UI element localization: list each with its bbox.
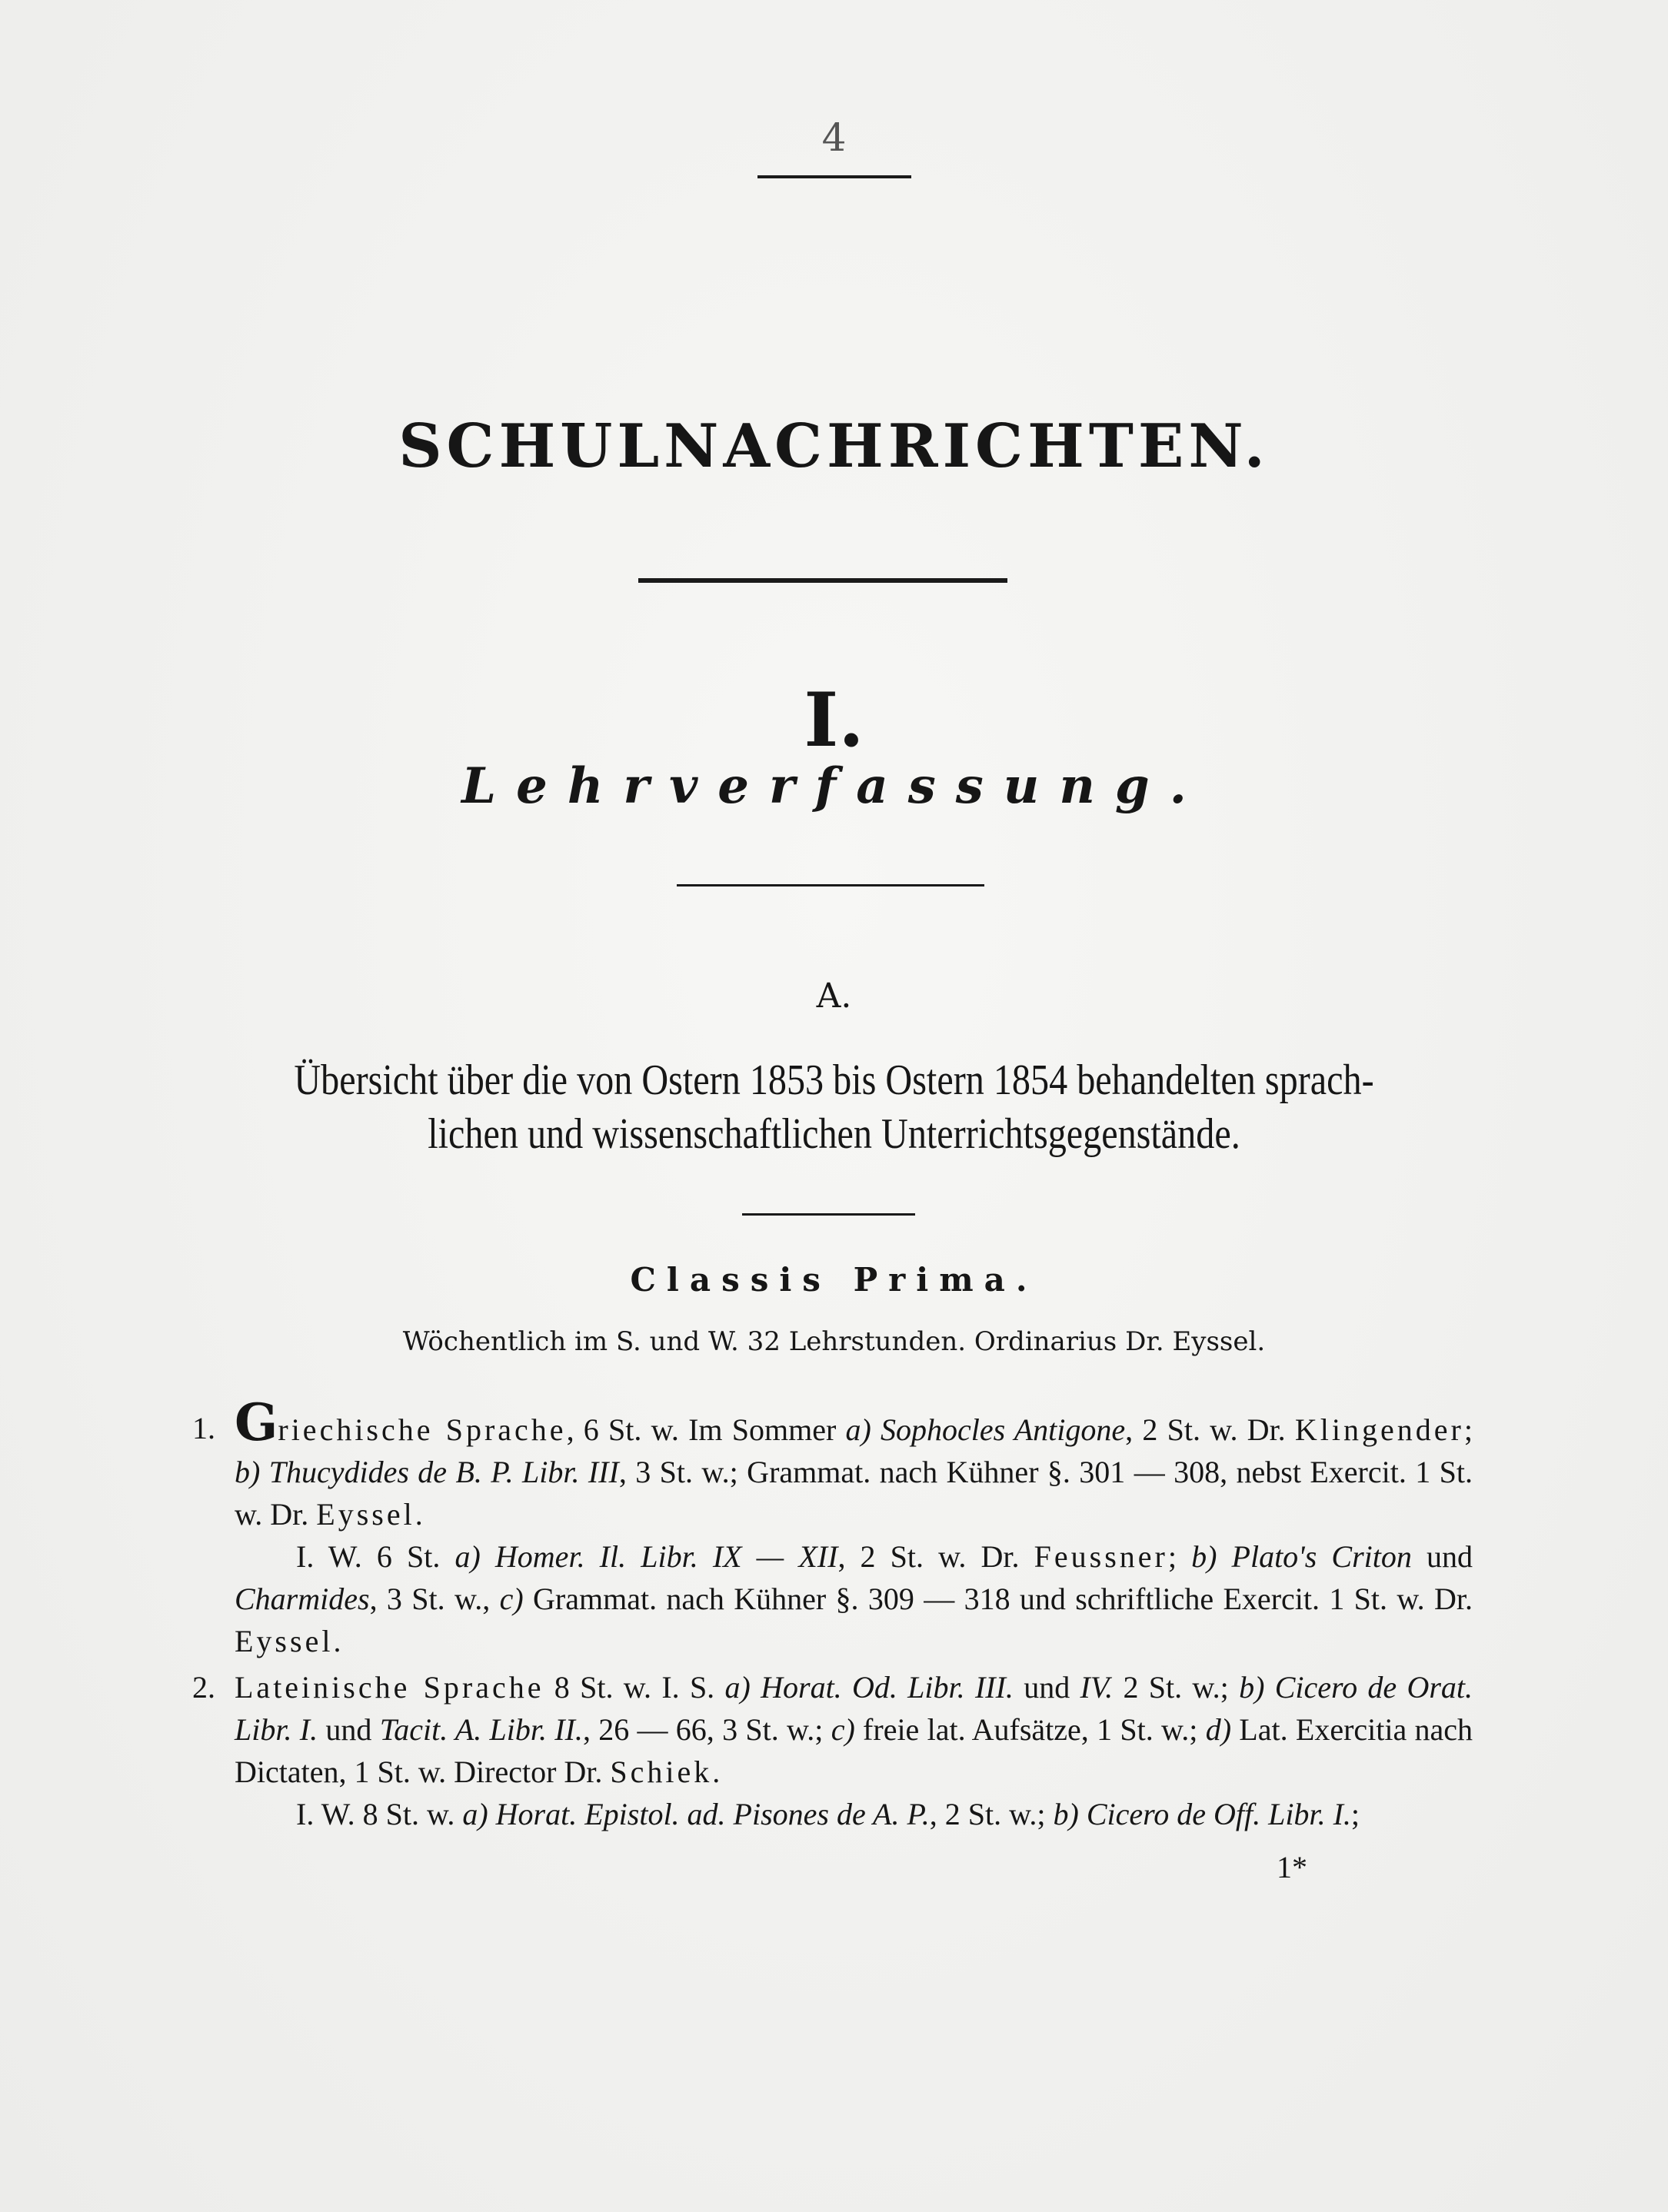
subject-name: Lateinische Sprache xyxy=(235,1670,544,1705)
section-rule xyxy=(677,884,984,886)
text-run: , 3 St. w.; Grammat. nach Kühner §. 301 — 308, nebst Exercit. 1 St. w. Dr. xyxy=(235,1455,1473,1532)
text-run: , 26 — 66, 3 St. w.; xyxy=(582,1712,831,1747)
text-run: und xyxy=(318,1712,380,1747)
signature-mark: 1* xyxy=(1277,1850,1307,1884)
text-run: Grammat. nach Kühner §. 309 — 318 und schriftliche Exercit. 1 St. w. Dr. xyxy=(523,1582,1473,1616)
teacher-name: Schiek xyxy=(610,1755,713,1789)
list-item xyxy=(192,1666,1473,1835)
drop-cap: G xyxy=(235,1392,278,1452)
item-paragraph xyxy=(235,1392,1473,1535)
item-paragraph xyxy=(235,1535,1473,1662)
text-run: , 2 St. w. Dr. xyxy=(1125,1412,1295,1447)
heading-line-1: Übersicht über die von Ostern 1853 bis Ostern 1854 behandelten sprach- xyxy=(294,1056,1374,1104)
list-item xyxy=(192,1392,1473,1662)
text-run: b) Plato's Criton xyxy=(1191,1539,1412,1574)
text-run: . xyxy=(712,1755,721,1789)
teacher-name: Eyssel xyxy=(235,1624,334,1658)
text-run: ; xyxy=(1167,1539,1192,1574)
title-rule xyxy=(638,578,1007,583)
text-run: 2 St. w.; xyxy=(1113,1670,1240,1705)
text-run: und xyxy=(1411,1539,1473,1574)
teacher-name: Klingender xyxy=(1294,1412,1464,1447)
text-run: b) Thucydides de B. P. Libr. III xyxy=(235,1455,619,1489)
text-run: I. W. 8 St. w. xyxy=(296,1797,463,1831)
text-run: freie lat. Aufsätze, 1 St. w.; xyxy=(854,1712,1206,1747)
text-run: , 3 St. w., xyxy=(369,1582,500,1616)
heading-rule xyxy=(742,1213,915,1216)
text-run: ; xyxy=(1350,1797,1360,1831)
text-run: Tacit. A. Libr. II. xyxy=(379,1712,583,1747)
text-run: 8 St. w. I. S. xyxy=(544,1670,725,1705)
text-run: d) xyxy=(1205,1712,1232,1747)
class-heading: Classis Prima. xyxy=(630,1261,1038,1299)
text-run: Charmides xyxy=(235,1582,370,1616)
text-run: und xyxy=(1013,1670,1080,1705)
text-run: a) Sophocles Antigone xyxy=(845,1412,1126,1447)
item-paragraph xyxy=(235,1666,1473,1793)
text-run: . xyxy=(415,1497,423,1532)
item-number: 1. xyxy=(192,1411,215,1445)
text-run: a) Horat. Od. Libr. III. xyxy=(724,1670,1014,1705)
teacher-name: Feussner xyxy=(1034,1539,1168,1574)
text-run: , 2 St. w. Dr. xyxy=(837,1539,1034,1574)
subsection-letter: A. xyxy=(816,976,852,1016)
overview-heading xyxy=(117,1053,1551,1161)
curriculum-list xyxy=(192,1392,1473,1839)
text-run: b) Cicero de Orat. Libr. I. xyxy=(235,1670,1473,1747)
text-run: I. W. 6 St. xyxy=(296,1539,455,1574)
text-run: b) Cicero de Off. Libr. I. xyxy=(1053,1797,1351,1831)
item-number: 2. xyxy=(192,1670,215,1705)
text-run: Lat. Exercitia nach Dictaten, 1 St. w. Director Dr. xyxy=(235,1712,1473,1789)
weekly-hours: Wöchentlich im S. und W. 32 Lehrstunden. Ordinarius Dr. Eyssel. xyxy=(402,1326,1266,1357)
text-run: ; xyxy=(1463,1412,1473,1447)
text-run: IV. xyxy=(1080,1670,1114,1705)
text-run: , 2 St. w.; xyxy=(929,1797,1054,1831)
text-run: c) xyxy=(499,1582,524,1616)
chapter-numeral: I. xyxy=(804,677,864,763)
header-rule xyxy=(757,175,911,178)
teacher-name: Eyssel xyxy=(316,1497,415,1532)
item-paragraph xyxy=(235,1793,1473,1835)
text-run: a) Horat. Epistol. ad. Pisones de A. P. xyxy=(462,1797,930,1831)
page-number: 4 xyxy=(821,115,847,160)
text-run: . xyxy=(333,1624,341,1658)
page-title: SCHULNACHRICHTEN. xyxy=(398,411,1270,481)
heading-line-2: lichen und wissenschaftlichen Unterrichtsgegenstände. xyxy=(428,1110,1240,1158)
section-title: Lehrverfassung. xyxy=(461,757,1207,815)
text-run: , 6 St. w. Im Sommer xyxy=(566,1412,846,1447)
text-run: a) Homer. Il. Libr. IX — XII xyxy=(454,1539,838,1574)
subject-name: riechische Sprache xyxy=(278,1412,567,1447)
text-run: c) xyxy=(831,1712,855,1747)
